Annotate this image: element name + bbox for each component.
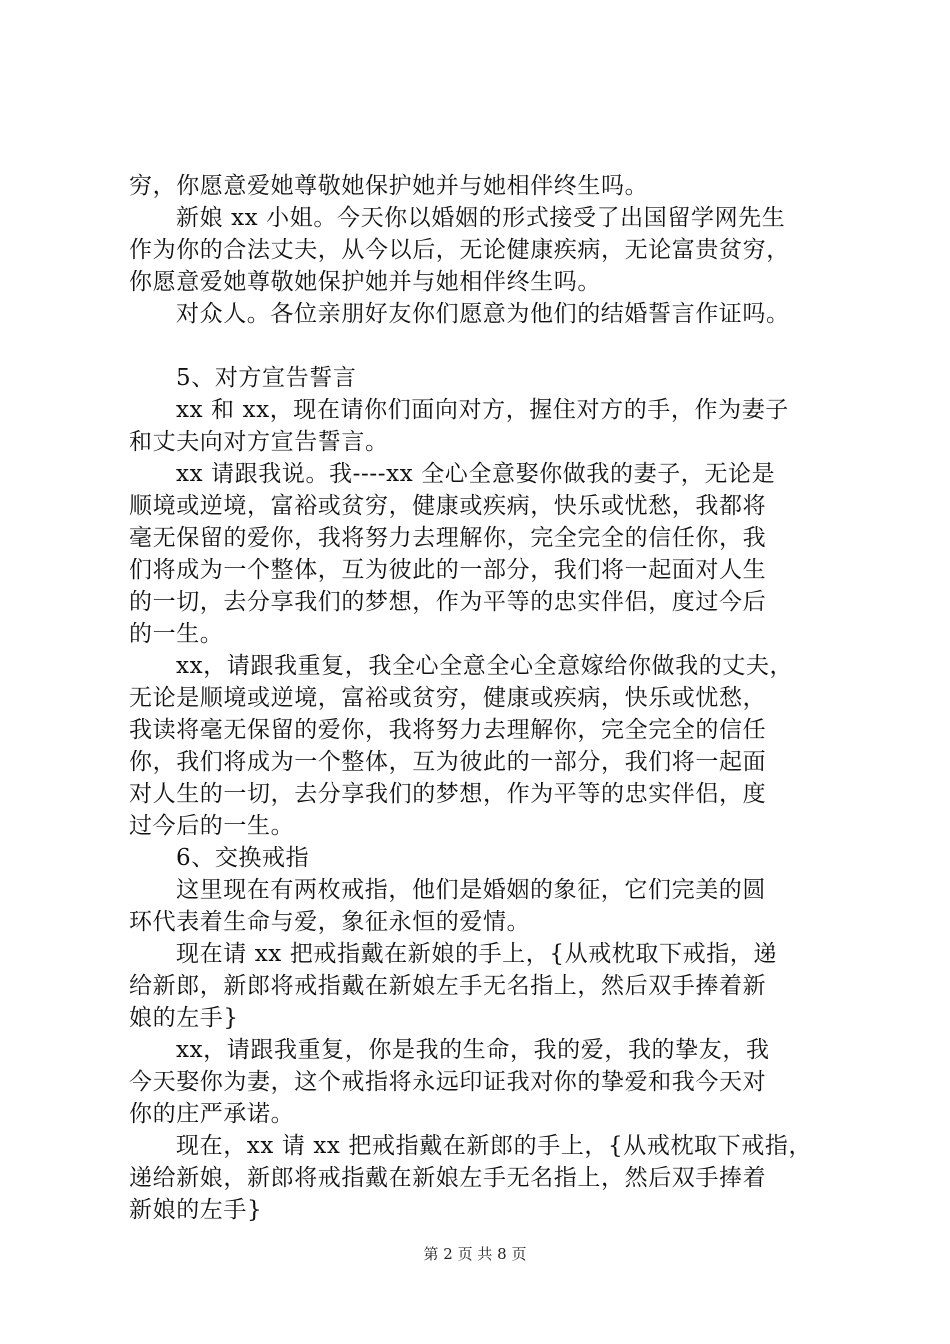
text-line: 对人生的一切，去分享我们的梦想，作为平等的忠实伴侣，度 (129, 781, 767, 807)
page-footer: 第 2 页 共 8 页 (423, 1245, 527, 1263)
text-line: 新娘 xx 小姐。今天你以婚姻的形式接受了出国留学网先生 (176, 205, 786, 231)
paragraph-gap (129, 330, 841, 362)
text-line: 今天娶你为妻，这个戒指将永远印证我对你的挚爱和我今天对 (129, 1069, 767, 1095)
text-line: 我读将毫无保留的爱你，我将努力去理解你，完全完全的信任 (129, 717, 767, 743)
text-line: 穷，你愿意爱她尊敬她保护她并与她相伴终生吗。 (129, 173, 649, 199)
text-line: 和丈夫向对方宣告誓言。 (129, 429, 389, 455)
text-line: xx，请跟我重复，你是我的生命，我的爱，我的挚友，我 (176, 1037, 770, 1063)
text-line: 环代表着生命与爱，象征永恒的爱情。 (129, 909, 531, 935)
text-line: 顺境或逆境，富裕或贫穷，健康或疾病，快乐或忧愁，我都将 (129, 493, 767, 519)
text-line: 递给新娘，新郎将戒指戴在新娘左手无名指上，然后双手捧着 (129, 1165, 767, 1191)
text-line: 们将成为一个整体，互为彼此的一部分，我们将一起面对人生 (129, 557, 767, 583)
text-line: 给新郎，新郎将戒指戴在新娘左手无名指上，然后双手捧着新 (129, 973, 767, 999)
text-line: 这里现在有两枚戒指，他们是婚姻的象征，它们完美的圆 (176, 877, 766, 903)
text-line: 你愿意爱她尊敬她保护她并与她相伴终生吗。 (129, 269, 601, 295)
text-line: xx，请跟我重复，我全心全意全心全意嫁给你做我的丈夫， (176, 653, 794, 679)
text-line: 无论是顺境或逆境，富裕或贫穷，健康或疾病，快乐或忧愁， (129, 685, 767, 711)
text-line: xx 和 xx，现在请你们面向对方，握住对方的手，作为妻子 (176, 397, 789, 423)
text-line: 娘的左手} (129, 1005, 239, 1031)
text-line: 你，我们将成为一个整体，互为彼此的一部分，我们将一起面 (129, 749, 767, 775)
text-line: xx 请跟我说。我----xx 全心全意娶你做我的妻子，无论是 (176, 461, 776, 487)
text-line: 对众人。各位亲朋好友你们愿意为他们的结婚誓言作证吗。 (176, 301, 790, 327)
section-heading: 5、对方宣告誓言 (176, 365, 357, 391)
text-line: 你的庄严承诺。 (129, 1101, 295, 1127)
text-line: 的一切，去分享我们的梦想，作为平等的忠实伴侣，度过今后 (129, 589, 767, 615)
section-heading: 6、交换戒指 (176, 845, 310, 871)
text-line: 过今后的一生。 (129, 813, 295, 839)
text-line: 现在，xx 请 xx 把戒指戴在新郎的手上，{从戒枕取下戒指， (176, 1133, 813, 1159)
text-line: 的一生。 (129, 621, 224, 647)
document-body (129, 170, 841, 1226)
text-line: 作为你的合法丈夫，从今以后，无论健康疾病，无论富贵贫穷， (129, 237, 790, 263)
text-line: 现在请 xx 把戒指戴在新娘的手上，{从戒枕取下戒指，递 (176, 941, 777, 967)
text-line: 新娘的左手} (129, 1197, 263, 1223)
text-line: 毫无保留的爱你，我将努力去理解你，完全完全的信任你，我 (129, 525, 767, 551)
